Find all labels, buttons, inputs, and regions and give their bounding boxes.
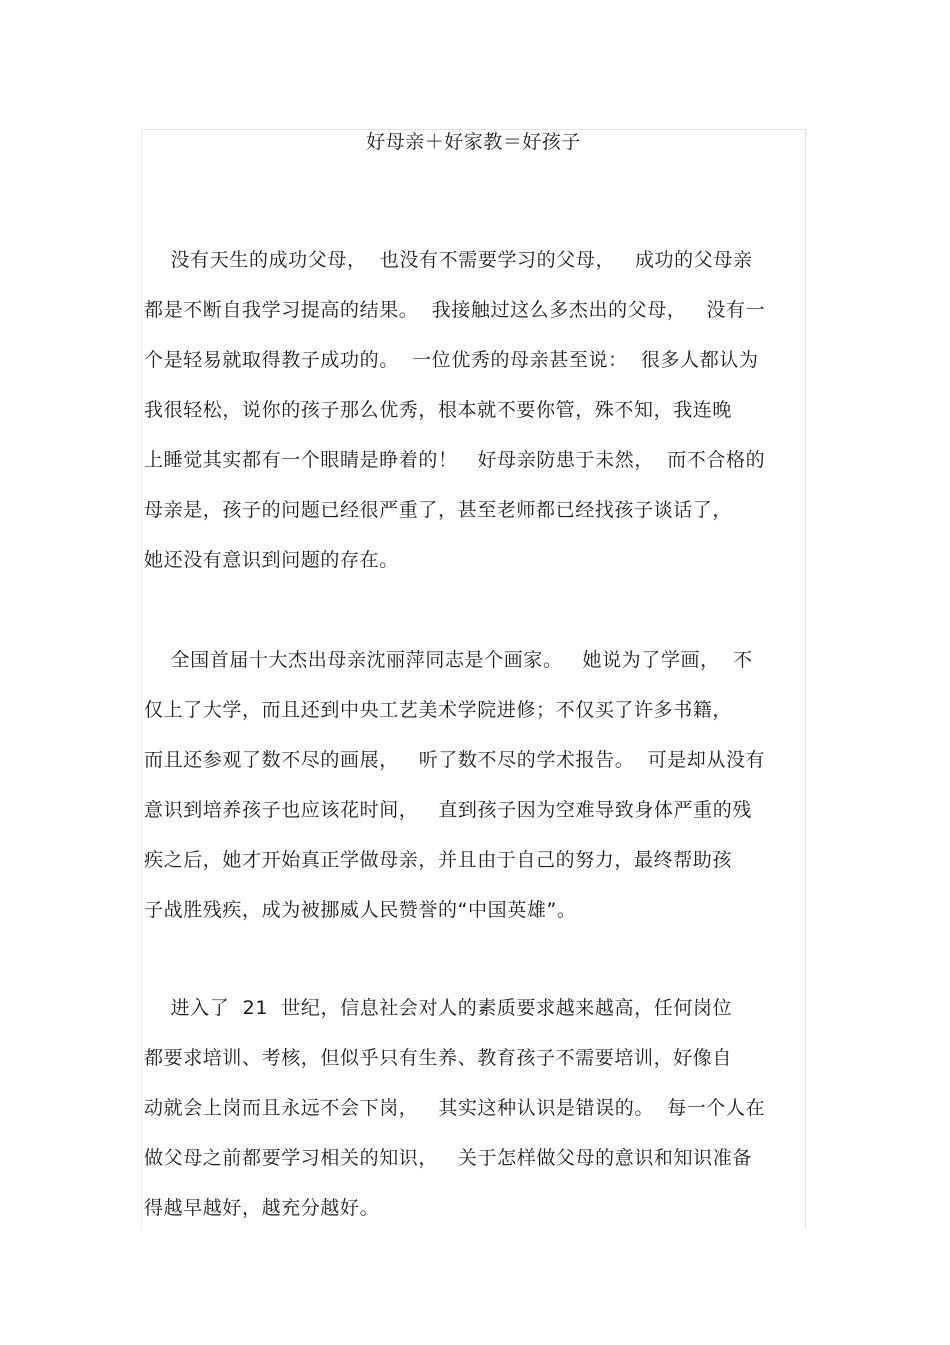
paragraph-2-line-6: 子战胜残疾，成为被挪威人民赞誉的“中国英雄”。	[144, 899, 577, 921]
paragraph-3-line-3: 动就会上岗而且永远不会下岗， 其实这种认识是错误的。 每一个人在	[144, 1097, 766, 1119]
paragraph-2-line-1: 全国首届十大杰出母亲沈丽萍同志是个画家。 她说为了学画， 不	[144, 649, 753, 671]
paragraph-1-line-5: 上睡觉其实都有一个眼睛是睁着的！ 好母亲防患于未然， 而不合格的	[144, 449, 766, 471]
paragraph-1-line-2: 都是不断自我学习提高的结果。 我接触过这么多杰出的父母， 没有一	[144, 299, 766, 321]
paragraph-2-line-4: 意识到培养孩子也应该花时间， 直到孩子因为空难导致身体严重的残	[144, 799, 752, 821]
paragraph-3-line-5: 得越早越好，越充分越好。	[144, 1197, 380, 1219]
paragraph-3-line-2: 都要求培训、考核，但似乎只有生养、教育孩子不需要培训，好像自	[144, 1047, 733, 1069]
paragraph-2-line-2: 仅上了大学，而且还到中央工艺美术学院进修；不仅买了许多书籍，	[144, 699, 733, 721]
paragraph-1-line-3: 个是轻易就取得教子成功的。 一位优秀的母亲甚至说： 很多人都认为	[144, 349, 759, 371]
paragraph-3-line-1: 进入了 21 世纪，信息社会对人的素质要求越来越高，任何岗位	[144, 997, 733, 1019]
paragraph-2-line-5: 疾之后，她才开始真正学做母亲，并且由于自己的努力，最终帮助孩	[144, 849, 733, 871]
paragraph-1-line-6: 母亲是，孩子的问题已经很严重了，甚至老师都已经找孩子谈话了，	[144, 499, 733, 521]
paragraph-1-line-7: 她还没有意识到问题的存在。	[144, 549, 399, 571]
paragraph-1-line-4: 我很轻松，说你的孩子那么优秀，根本就不要你管，殊不知，我连晚	[144, 399, 733, 421]
paragraph-2-line-3: 而且还参观了数不尽的画展， 听了数不尽的学术报告。 可是却从没有	[144, 749, 766, 771]
paragraph-1-line-1: 没有天生的成功父母， 也没有不需要学习的父母， 成功的父母亲	[144, 249, 753, 271]
paragraph-3-line-4: 做父母之前都要学习相关的知识， 关于怎样做父母的意识和知识准备	[144, 1147, 752, 1169]
document-title: 好母亲＋好家教＝好孩子	[366, 131, 581, 153]
